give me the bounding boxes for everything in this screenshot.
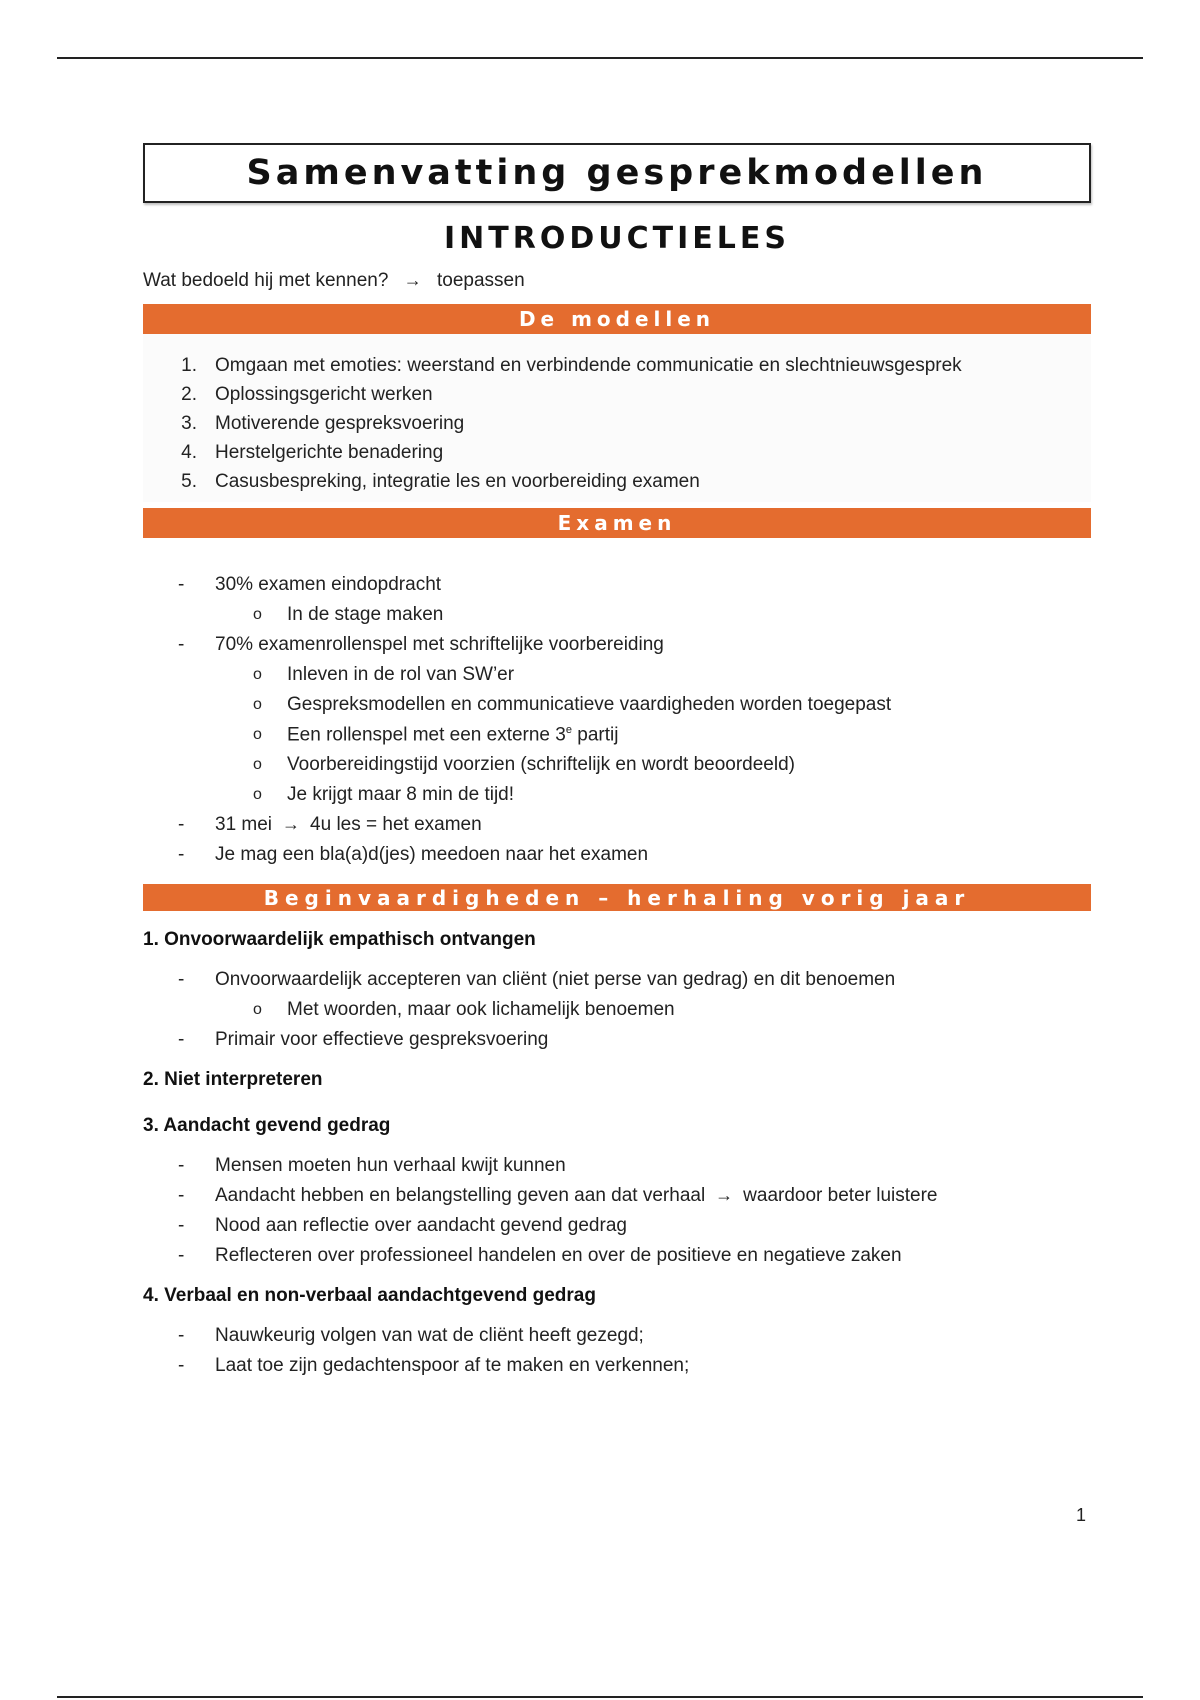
bottom-rule: [57, 1696, 1143, 1698]
h1-list: [143, 965, 1091, 1055]
subheading: 1. Onvoorwaardelijk empathisch ontvangen: [143, 929, 536, 950]
title-box: [143, 143, 1091, 203]
subheading: 4. Verbaal en non-verbaal aandachtgevend gedrag: [143, 1285, 596, 1306]
page-number: 1: [1076, 1505, 1087, 1525]
list-item: o Met woorden, maar ook lichamelijk benoemen: [253, 999, 675, 1020]
list-item: 3. Motiverende gespreksvoering: [181, 412, 465, 434]
list-item: 2. Oplossingsgericht werken: [181, 383, 433, 405]
list-item: - Reflecteren over professioneel handelen en over de positieve en negatieve zaken: [178, 1245, 902, 1266]
intro-line: [143, 270, 1091, 292]
list-item: - 70% examenrollenspel met schriftelijke voorbereiding: [178, 634, 664, 655]
list-item: o Inleven in de rol van SW’er: [253, 664, 515, 685]
arrow-right-icon: →: [282, 814, 301, 834]
list-item: - Nauwkeurig volgen van wat de cliënt heeft gezegd;: [178, 1325, 644, 1346]
list-item: o Voorbereidingstijd voorzien (schriftelijk en wordt beoordeeld): [253, 754, 795, 775]
examen-list: [143, 570, 1091, 870]
arrow-right-icon: →: [715, 1185, 734, 1205]
intro-answer: toepassen: [436, 270, 525, 291]
list-item: - Laat toe zijn gedachtenspoor af te maken en verkennen;: [178, 1355, 690, 1376]
subheading: 2. Niet interpreteren: [143, 1069, 323, 1090]
list-item: - Nood aan reflectie over aandacht gevend gedrag: [178, 1215, 627, 1236]
list-item: 1. Omgaan met emoties: weerstand en verbindende communicatie en slechtnieuwsgesprek: [181, 354, 962, 376]
list-item: 4. Herstelgerichte benadering: [181, 441, 444, 463]
list-item: o In de stage maken: [253, 604, 444, 625]
list-item: - Aandacht hebben en belangstelling geven aan dat verhaal → waardoor beter luistere: [178, 1185, 938, 1206]
document-title: Samenvatting gesprekmodellen: [246, 153, 988, 193]
list-item: o Gespreksmodellen en communicatieve vaardigheden worden toegepast: [253, 694, 892, 715]
h4-list: [143, 1321, 1091, 1381]
top-rule: [57, 57, 1143, 59]
list-item: 5. Casusbespreking, integratie les en voorbereiding examen: [181, 470, 700, 492]
list-item: - Mensen moeten hun verhaal kwijt kunnen: [178, 1155, 566, 1176]
heading-bar-modellen: De modellen: [143, 304, 1091, 334]
intro-question: Wat bedoeld hij met kennen?: [143, 270, 389, 291]
list-item: o Je krijgt maar 8 min de tijd!: [253, 784, 515, 805]
subheading: 3. Aandacht gevend gedrag: [143, 1115, 391, 1136]
document-page: [143, 143, 1091, 1381]
section-title: INTRODUCTIELES: [444, 221, 790, 256]
list-item: - Onvoorwaardelijk accepteren van cliënt (niet perse van gedrag) en dit benoemen: [178, 969, 896, 990]
list-item: o Een rollenspel met een externe 3e partij: [253, 723, 619, 746]
heading-bar-examen: Examen: [143, 508, 1091, 538]
modellen-list: [143, 334, 1091, 502]
list-item: - Primair voor effectieve gespreksvoering: [178, 1029, 549, 1050]
list-item: - 31 mei → 4u les = het examen: [178, 814, 482, 835]
arrow-right-icon: →: [403, 270, 422, 290]
list-item: - Je mag een bla(a)d(jes) meedoen naar het examen: [178, 844, 649, 865]
h3-list: [143, 1151, 1091, 1271]
list-item: - 30% examen eindopdracht: [178, 574, 442, 595]
heading-bar-beginvaardigheden: Beginvaardigheden – herhaling vorig jaar: [143, 884, 1091, 911]
